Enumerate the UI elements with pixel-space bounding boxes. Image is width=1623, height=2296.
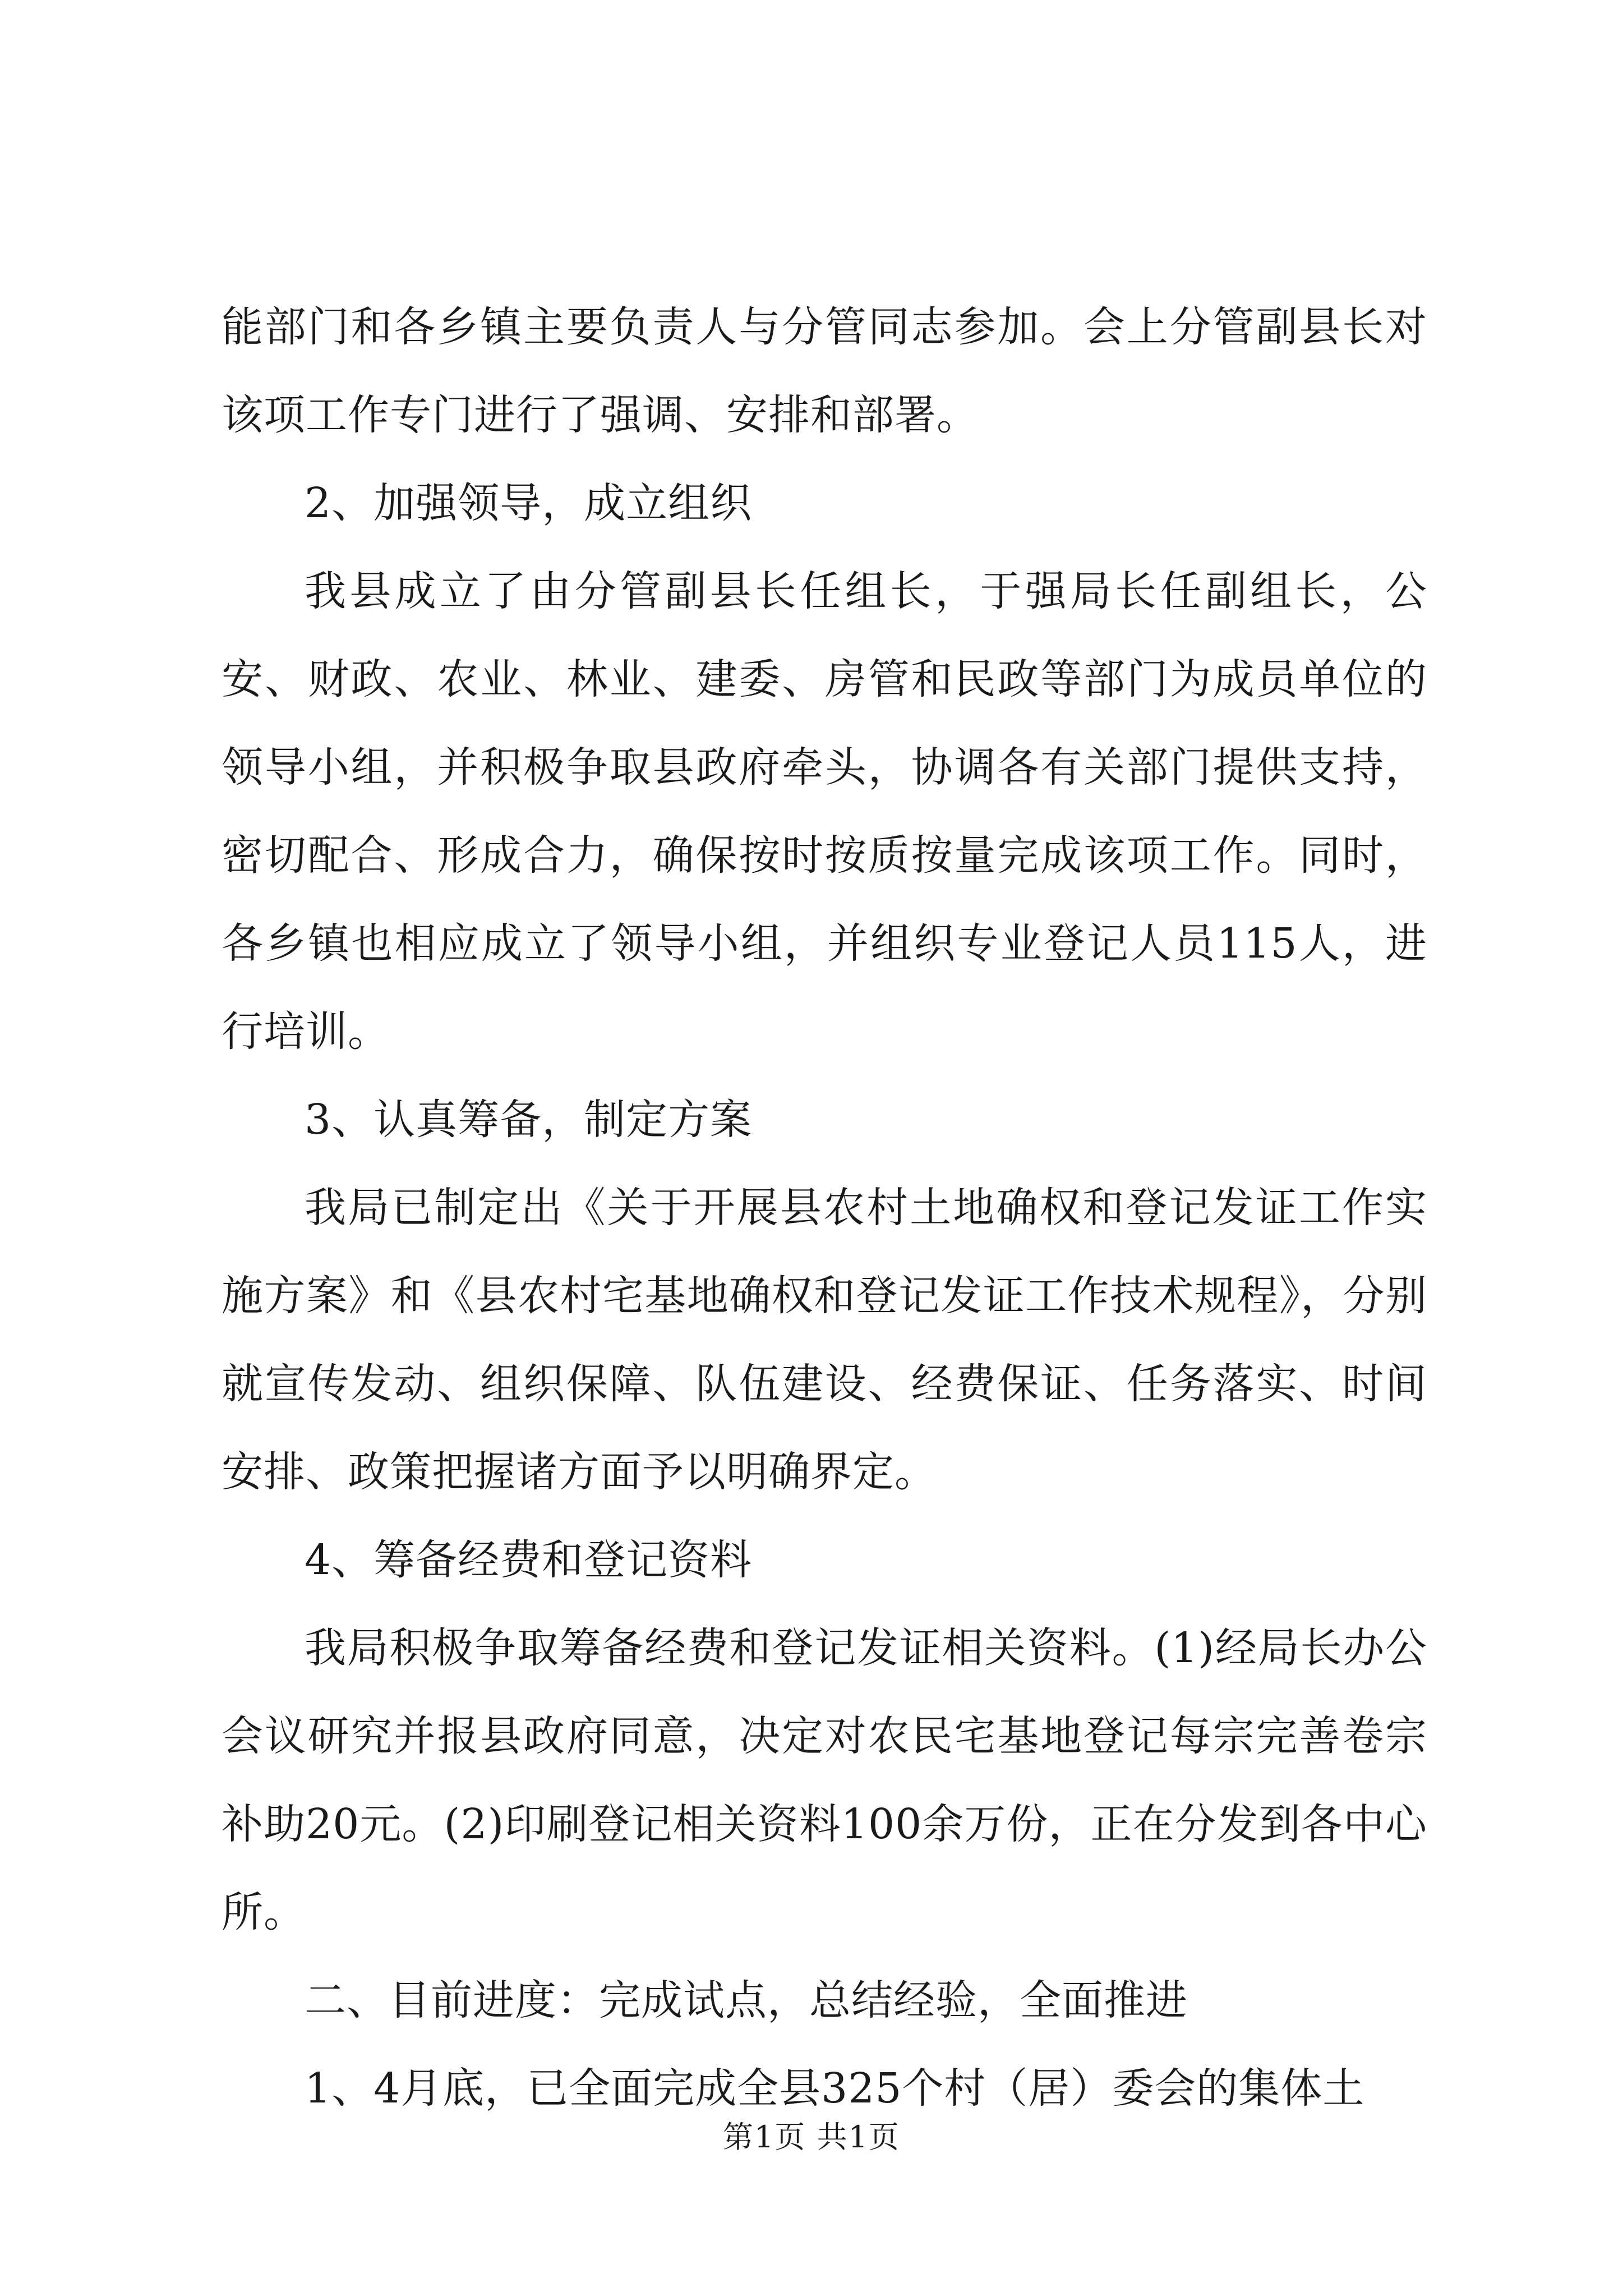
heading-prepare-plan: 3、认真筹备，制定方案 (305, 1096, 753, 1144)
paragraph-continuation: 能部门和各乡镇主要负责人与分管同志参加。会上分管副县长对该项工作专门进行了强调、安排和部署。 (222, 303, 1427, 439)
page-footer: 第1页 共1页 (723, 2119, 900, 2155)
document-body (222, 283, 1427, 2133)
heading-funds-materials: 4、筹备经费和登记资料 (305, 1536, 753, 1584)
paragraph-funds-materials: 我局积极争取筹备经费和登记发证相关资料。(1)经局长办公会议研究并报县政府同意，决定对农民宅基地登记每宗完善卷宗补助20元。(2)印刷登记相关资料100余万份，正在分发到各中心所。 (222, 1624, 1427, 1936)
paragraph-implementation-plan: 我局已制定出《关于开展县农村土地确权和登记发证工作实施方案》和《县农村宅基地确权和登记发证工作技术规程》，分别就宣传发动、组织保障、队伍建设、经费保证、任务落实、时间安排、政策把握诸方面予以明确界定。 (222, 1184, 1427, 1496)
paragraph-progress-item-1: 1、4月底，已全面完成全县325个村（居）委会的集体土 (305, 2064, 1365, 2113)
heading-strengthen-leadership: 2、加强领导，成立组织 (305, 479, 753, 527)
paragraph-leadership-group: 我县成立了由分管副县长任组长，于强局长任副组长，公安、财政、农业、林业、建委、房管和民政等部门为成员单位的领导小组，并积极争取县政府牵头，协调各有关部门提供支持，密切配合、形成合力，确保按时按质按量完成该项工作。同时，各乡镇也相应成立了领导小组，并组织专业登记人员115人，进行培训。 (222, 567, 1427, 1056)
heading-current-progress: 二、目前进度：完成试点，总结经验，全面推进 (305, 1976, 1188, 2024)
